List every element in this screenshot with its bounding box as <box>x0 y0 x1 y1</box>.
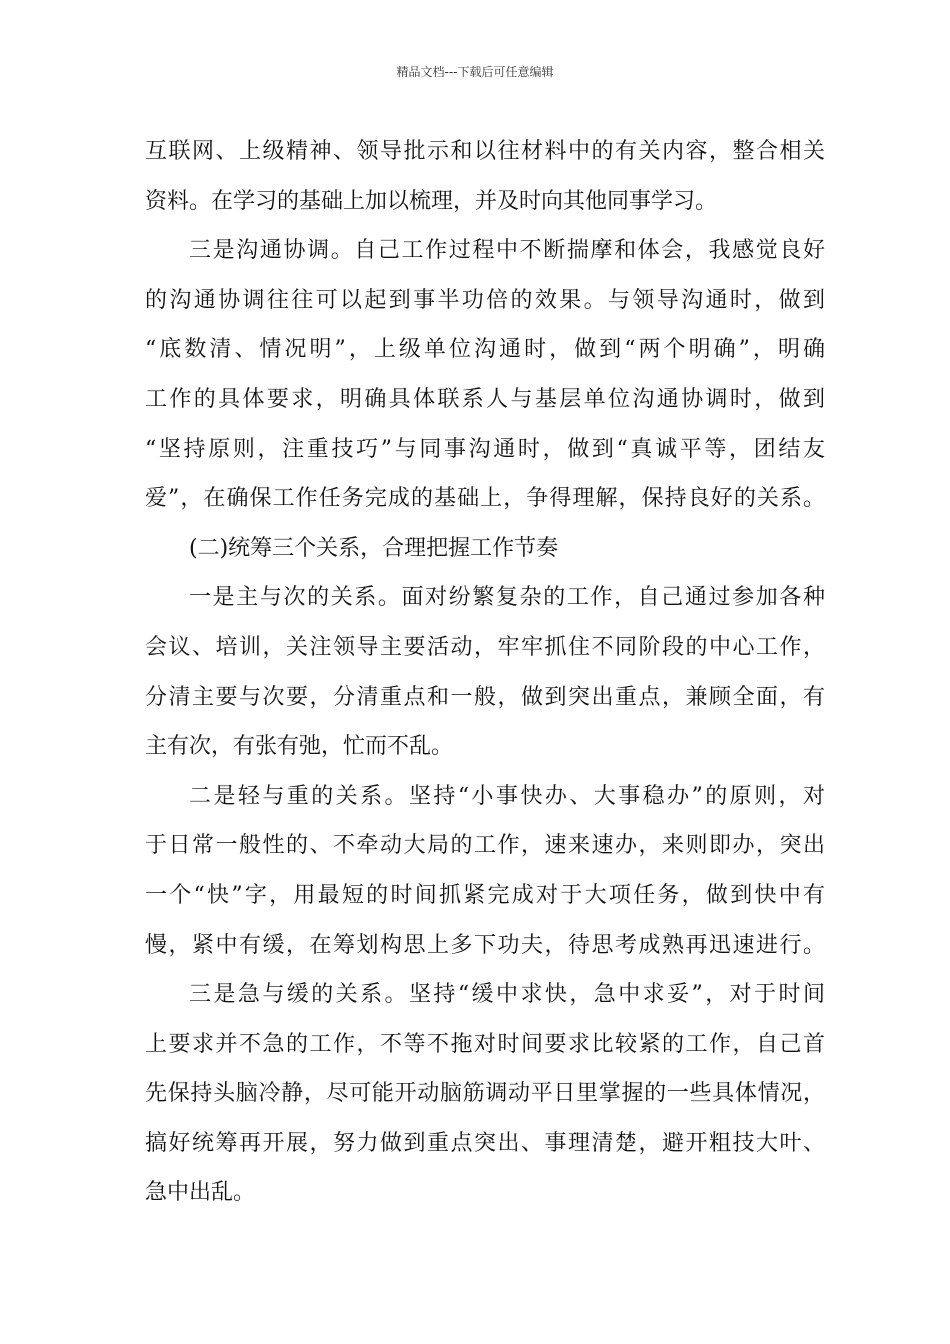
text-line: 会议、培训，关注领导主要活动，牢牢抓住不同阶段的中心工作， <box>145 634 825 660</box>
document-body <box>145 127 825 1218</box>
text-line: 的沟通协调往往可以起到事半功倍的效果。与领导沟通时，做到 <box>145 287 825 313</box>
text-line: 上要求并不急的工作，不等不拖对时间要求比较紧的工作，自己首 <box>145 1031 825 1057</box>
text-line: 慢，紧中有缓，在筹划构思上多下功夫，待思考成熟再迅速进行。 <box>145 932 825 958</box>
text-line: 一个“快”字，用最短的时间抓紧完成对于大项任务，做到快中有 <box>145 882 825 908</box>
paragraph-first-line: 三是急与缓的关系。坚持“缓中求快，急中求妥”，对于时间 <box>189 982 825 1008</box>
text-line: 主有次，有张有弛，忙而不乱。 <box>145 734 454 760</box>
text-line: 工作的具体要求，明确具体联系人与基层单位沟通协调时，做到 <box>145 386 825 412</box>
text-line: 急中出乱。 <box>145 1180 256 1206</box>
text-line: 先保持头脑冷静，尽可能开动脑筋调动平日里掌握的一些具体情况， <box>145 1081 825 1107</box>
text-line: 搞好统筹再开展，努力做到重点突出、事理清楚，避开粗技大叶、 <box>145 1130 825 1156</box>
paragraph-first-line: 三是沟通协调。自己工作过程中不断揣摩和体会，我感觉良好 <box>189 238 825 264</box>
text-line: 于日常一般性的、不牵动大局的工作，速来速办，来则即办，突出 <box>145 833 825 859</box>
text-line: “坚持原则，注重技巧”与同事沟通时，做到“真诚平等，团结友 <box>145 436 825 462</box>
page-header: 精品文档---下载后可任意编辑 <box>396 65 554 79</box>
text-line: 互联网、上级精神、领导批示和以往材料中的有关内容，整合相关 <box>145 139 825 164</box>
text-line: 分清主要与次要，分清重点和一般，做到突出重点，兼顾全面，有 <box>145 684 825 710</box>
paragraph-first-line: 二是轻与重的关系。坚持“小事快办、大事稳办”的原则，对 <box>189 783 825 809</box>
text-line: 资料。在学习的基础上加以梳理，并及时向其他同事学习。 <box>145 188 718 214</box>
text-line: 爱”，在确保工作任务完成的基础上，争得理解，保持良好的关系。 <box>145 486 825 512</box>
section-heading: (二)统筹三个关系，合理把握工作节奏 <box>189 535 559 561</box>
paragraph-first-line: 一是主与次的关系。面对纷繁复杂的工作，自己通过参加各种 <box>189 585 825 611</box>
text-line: “底数清、情况明”，上级单位沟通时，做到“两个明确”，明确 <box>145 337 825 363</box>
